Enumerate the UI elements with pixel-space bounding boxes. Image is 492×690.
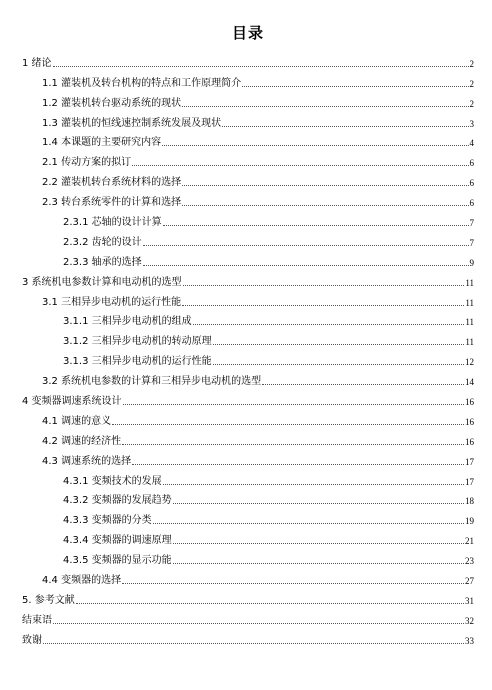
toc-entry-page-number: 11 xyxy=(465,337,474,348)
toc-dot-leader xyxy=(163,484,464,485)
toc-entry[interactable] xyxy=(22,289,474,309)
toc-entry[interactable] xyxy=(22,209,474,229)
toc-entry-page-number: 6 xyxy=(469,178,474,189)
toc-entry-page-number: 17 xyxy=(465,476,474,487)
toc-entry-page-number: 17 xyxy=(465,456,474,467)
toc-entry-label: 1.1 灌装机及转台机构的特点和工作原理简介 xyxy=(42,77,242,89)
toc-list xyxy=(22,50,474,647)
toc-entry-label: 1.2 灌装机转台驱动系统的现状 xyxy=(42,97,182,109)
toc-entry-page-number: 33 xyxy=(465,635,474,646)
toc-dot-leader xyxy=(122,583,464,584)
toc-entry[interactable] xyxy=(22,70,474,90)
toc-entry[interactable] xyxy=(22,110,474,130)
toc-entry-page-number: 7 xyxy=(469,218,474,229)
toc-entry-label: 3 系统机电参数计算和电动机的选型 xyxy=(22,276,182,288)
toc-entry-page-number: 19 xyxy=(465,516,474,527)
toc-entry-page-number: 14 xyxy=(465,377,474,388)
toc-entry[interactable] xyxy=(22,468,474,488)
toc-dot-leader xyxy=(183,285,465,286)
toc-entry-label: 4.3.3 变频器的分类 xyxy=(63,515,152,527)
toc-entry-label: 3.1.3 三相异步电动机的运行性能 xyxy=(63,356,212,368)
toc-entry-page-number: 2 xyxy=(469,98,474,109)
toc-entry[interactable] xyxy=(22,428,474,448)
toc-entry[interactable] xyxy=(22,408,474,428)
toc-dot-leader xyxy=(173,543,464,544)
toc-dot-leader xyxy=(143,265,469,266)
toc-entry-label: 4.3.4 变频器的调速原理 xyxy=(63,535,172,547)
toc-entry-page-number: 31 xyxy=(465,595,474,606)
toc-dot-leader xyxy=(222,126,468,127)
toc-dot-leader xyxy=(153,523,464,524)
toc-entry[interactable] xyxy=(22,488,474,508)
toc-entry[interactable] xyxy=(22,348,474,368)
toc-entry-page-number: 18 xyxy=(465,496,474,507)
toc-entry-label: 3.1.1 三相异步电动机的组成 xyxy=(63,316,192,328)
toc-entry[interactable] xyxy=(22,309,474,329)
toc-dot-leader xyxy=(182,106,468,107)
toc-entry-page-number: 16 xyxy=(465,397,474,408)
toc-entry[interactable] xyxy=(22,627,474,647)
toc-entry-label: 5. 参考文献 xyxy=(22,594,75,606)
toc-dot-leader xyxy=(262,384,464,385)
toc-entry-page-number: 6 xyxy=(469,158,474,169)
toc-entry[interactable] xyxy=(22,90,474,110)
toc-entry-page-number: 16 xyxy=(465,436,474,447)
toc-dot-leader xyxy=(132,464,464,465)
toc-dot-leader xyxy=(76,603,464,604)
toc-entry-label: 2.1 传动方案的拟订 xyxy=(42,157,132,169)
toc-entry-label: 结束语 xyxy=(22,614,52,626)
toc-entry[interactable] xyxy=(22,607,474,627)
toc-entry[interactable] xyxy=(22,388,474,408)
toc-entry-page-number: 11 xyxy=(465,317,474,328)
toc-entry-label: 2.3.3 轴承的选择 xyxy=(63,256,142,268)
toc-dot-leader xyxy=(53,66,469,67)
toc-entry[interactable] xyxy=(22,249,474,269)
toc-dot-leader xyxy=(182,205,468,206)
toc-entry-label: 4.1 调速的意义 xyxy=(42,415,112,427)
toc-dot-leader xyxy=(163,225,469,226)
toc-entry-label: 3.1.2 三相异步电动机的转动原理 xyxy=(63,336,212,348)
toc-dot-leader xyxy=(213,364,464,365)
toc-entry-page-number: 11 xyxy=(465,277,474,288)
toc-entry[interactable] xyxy=(22,368,474,388)
toc-entry-label: 4.3.2 变频器的发展趋势 xyxy=(63,495,172,507)
toc-entry[interactable] xyxy=(22,587,474,607)
toc-entry-label: 4.3.5 变频器的显示功能 xyxy=(63,555,172,567)
toc-entry-page-number: 27 xyxy=(465,576,474,587)
toc-entry[interactable] xyxy=(22,149,474,169)
toc-entry-page-number: 3 xyxy=(469,118,474,129)
toc-entry-page-number: 16 xyxy=(465,416,474,427)
toc-entry-label: 1.4 本课题的主要研究内容 xyxy=(42,137,162,149)
toc-dot-leader xyxy=(122,444,464,445)
toc-entry[interactable] xyxy=(22,229,474,249)
toc-entry[interactable] xyxy=(22,567,474,587)
toc-entry[interactable] xyxy=(22,507,474,527)
toc-entry-page-number: 2 xyxy=(469,58,474,69)
toc-entry[interactable] xyxy=(22,328,474,348)
toc-entry-page-number: 12 xyxy=(465,357,474,368)
toc-entry[interactable] xyxy=(22,50,474,70)
toc-entry-page-number: 32 xyxy=(465,615,474,626)
toc-entry[interactable] xyxy=(22,189,474,209)
toc-entry[interactable] xyxy=(22,547,474,567)
toc-entry-page-number: 7 xyxy=(469,237,474,248)
toc-dot-leader xyxy=(162,145,468,146)
toc-dot-leader xyxy=(112,424,464,425)
toc-title: 目录 xyxy=(231,24,264,42)
toc-entry-page-number: 23 xyxy=(465,556,474,567)
toc-entry[interactable] xyxy=(22,448,474,468)
toc-entry-label: 4 变频器调速系统设计 xyxy=(22,396,122,408)
toc-entry-page-number: 11 xyxy=(465,297,474,308)
toc-entry[interactable] xyxy=(22,169,474,189)
toc-entry-label: 4.2 调速的经济性 xyxy=(42,435,122,447)
toc-entry-label: 2.3.1 芯轴的设计计算 xyxy=(63,217,162,229)
toc-dot-leader xyxy=(53,623,464,624)
toc-dot-leader xyxy=(173,503,464,504)
toc-dot-leader xyxy=(143,245,469,246)
toc-dot-leader xyxy=(132,165,468,166)
toc-dot-leader xyxy=(213,344,465,345)
toc-entry-label: 1.3 灌装机的恒线速控制系统发展及现状 xyxy=(42,117,222,129)
toc-dot-leader xyxy=(173,563,464,564)
toc-entry-page-number: 4 xyxy=(469,138,474,149)
toc-entry-label: 3.2 系统机电参数的计算和三相异步电动机的选型 xyxy=(42,376,262,388)
toc-dot-leader xyxy=(123,404,464,405)
toc-entry-page-number: 21 xyxy=(465,536,474,547)
toc-entry-label: 致谢 xyxy=(22,634,42,646)
toc-entry-label: 1 绪论 xyxy=(22,57,52,69)
toc-entry-page-number: 6 xyxy=(469,198,474,209)
toc-dot-leader xyxy=(43,643,464,644)
toc-entry-label: 4.3 调速系统的选择 xyxy=(42,455,132,467)
toc-entry-label: 4.4 变频器的选择 xyxy=(42,575,122,587)
toc-entry-label: 3.1 三相异步电动机的运行性能 xyxy=(42,296,182,308)
toc-entry-label: 2.3 转台系统零件的计算和选择 xyxy=(42,197,182,209)
toc-entry[interactable] xyxy=(22,269,474,289)
toc-dot-leader xyxy=(182,185,468,186)
toc-dot-leader xyxy=(182,305,464,306)
toc-entry-page-number: 2 xyxy=(469,78,474,89)
toc-entry-page-number: 9 xyxy=(469,257,474,268)
toc-dot-leader xyxy=(242,86,468,87)
toc-entry[interactable] xyxy=(22,527,474,547)
toc-entry[interactable] xyxy=(22,130,474,150)
toc-entry-label: 2.2 灌装机转台系统材料的选择 xyxy=(42,177,182,189)
toc-dot-leader xyxy=(193,324,465,325)
toc-entry-label: 4.3.1 变频技术的发展 xyxy=(63,475,162,487)
toc-entry-label: 2.3.2 齿轮的设计 xyxy=(63,236,142,248)
